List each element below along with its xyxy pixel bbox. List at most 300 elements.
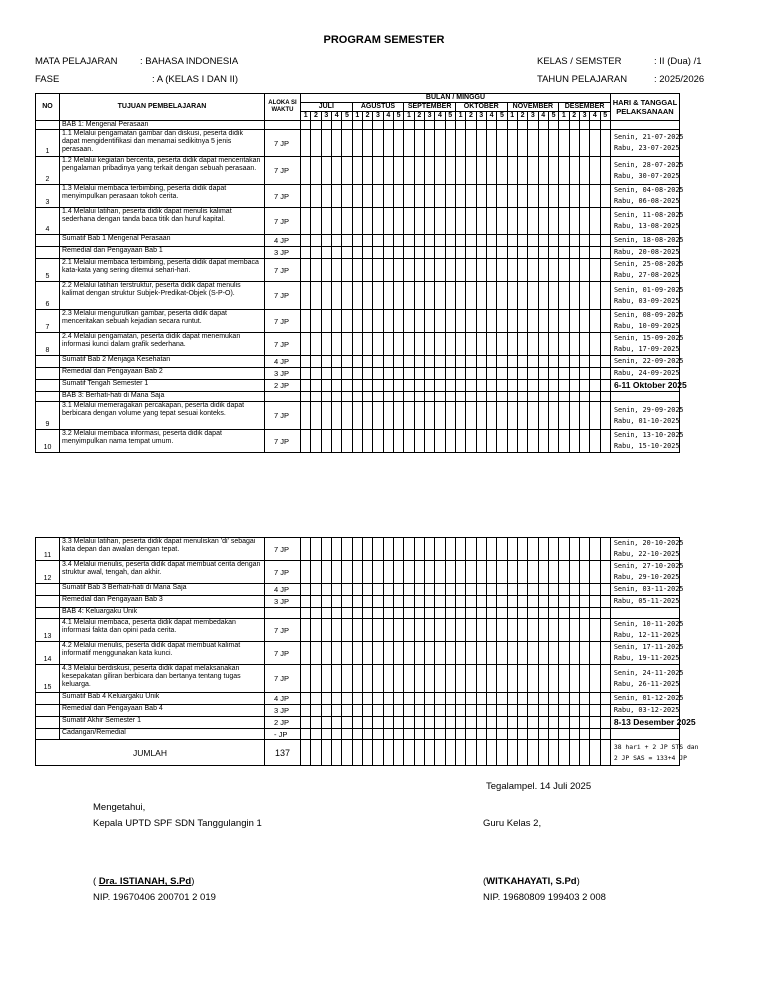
week-cell (342, 356, 352, 368)
week-cell (321, 705, 331, 717)
week-cell (383, 608, 393, 619)
week-cell (569, 121, 579, 130)
row-tujuan: 1.1 Melalui pengamatan gambar dan diskusi, peserta didik dapat mengidentifikasi dan menamai sedikitnya 5 jenis perasaan. (60, 130, 265, 157)
row-tujuan: 1.2 Melalui kegiatan bercerita, peserta didik dapat menceritakan pengalaman pribadinya yang terkait dengan sebuah perasaan. (60, 157, 265, 185)
week-cell (600, 717, 610, 729)
week-cell (414, 310, 424, 333)
week-cell (404, 235, 414, 247)
week-cell (342, 235, 352, 247)
week-cell (497, 596, 507, 608)
week-cell (404, 310, 414, 333)
week-cell (393, 402, 403, 430)
week-cell (342, 538, 352, 561)
week-cell (538, 185, 548, 208)
week-cell (301, 259, 311, 282)
row-alokasi: 3 JP (265, 368, 301, 380)
week-cell (486, 130, 496, 157)
week-cell (486, 402, 496, 430)
week-cell (393, 130, 403, 157)
week-cell (455, 310, 465, 333)
week-cell (301, 740, 311, 766)
week-cell (352, 584, 362, 596)
week-cell (331, 208, 341, 235)
week-cell (414, 356, 424, 368)
week-cell (600, 584, 610, 596)
week-cell (559, 121, 569, 130)
week-cell (414, 717, 424, 729)
row-tujuan: 4.2 Melalui menulis, peserta didik dapat membuat kalimat informatif menggunakan kata kunci. (60, 642, 265, 665)
week-cell (538, 130, 548, 157)
week-cell (528, 208, 538, 235)
week-cell (321, 333, 331, 356)
row-alokasi: 4 JP (265, 584, 301, 596)
week-cell (466, 608, 476, 619)
table-row (36, 259, 680, 282)
week-cell (600, 130, 610, 157)
week-cell (383, 121, 393, 130)
week-cell (301, 608, 311, 619)
row-dates (610, 130, 684, 157)
week-cell (383, 130, 393, 157)
table-row (36, 608, 680, 619)
row-dates (610, 282, 684, 310)
row-date: Senin, 21-07-2025 (613, 133, 684, 141)
week-cell (466, 392, 476, 402)
week-cell (331, 584, 341, 596)
week-cell (424, 584, 434, 596)
week-cell (466, 665, 476, 693)
week-cell (301, 235, 311, 247)
week-cell (301, 392, 311, 402)
week-cell (445, 185, 455, 208)
week-cell (579, 619, 589, 642)
week-cell (362, 259, 372, 282)
week-cell (517, 619, 527, 642)
row-tujuan: 2.2 Melalui latihan terstruktur, peserta didik dapat menulis kalimat dengan struktur Subjek-Predikat-Objek (S-P-O). (60, 282, 265, 310)
week-cell (342, 693, 352, 705)
week-cell (476, 235, 486, 247)
week-cell (476, 185, 486, 208)
week-cell (559, 729, 569, 740)
row-date: Senin, 11-08-2025 (613, 211, 684, 219)
week-cell (393, 333, 403, 356)
week-header: 5 (393, 112, 403, 121)
week-cell (590, 157, 600, 185)
week-cell (424, 740, 434, 766)
week-cell (486, 121, 496, 130)
week-cell (301, 619, 311, 642)
row-dates (610, 561, 684, 584)
week-cell (445, 368, 455, 380)
week-cell (507, 538, 517, 561)
week-cell (373, 538, 383, 561)
week-cell (476, 705, 486, 717)
table-row (36, 430, 680, 453)
week-cell (445, 310, 455, 333)
week-cell (424, 333, 434, 356)
row-dates (610, 157, 684, 185)
week-cell (590, 693, 600, 705)
week-cell (455, 185, 465, 208)
row-date: 8-13 Desember 2025 (613, 717, 696, 727)
row-dates (610, 356, 684, 368)
week-cell (404, 538, 414, 561)
week-cell (559, 333, 569, 356)
week-cell (497, 402, 507, 430)
week-cell (404, 157, 414, 185)
row-number (36, 608, 60, 619)
week-cell (600, 642, 610, 665)
week-cell (393, 247, 403, 259)
row-alokasi: 7 JP (265, 642, 301, 665)
week-cell (362, 130, 372, 157)
week-cell (559, 665, 569, 693)
week-cell (569, 208, 579, 235)
row-number (36, 235, 60, 247)
week-cell (507, 402, 517, 430)
week-cell (301, 717, 311, 729)
week-cell (352, 392, 362, 402)
week-cell (362, 208, 372, 235)
row-date: Rabu, 12-11-2025 (613, 631, 680, 639)
month-header: JULI (301, 103, 353, 112)
week-cell (373, 596, 383, 608)
week-cell (414, 130, 424, 157)
week-cell (373, 259, 383, 282)
row-date: Rabu, 30-07-2025 (613, 171, 680, 180)
week-cell (393, 596, 403, 608)
week-cell (331, 538, 341, 561)
row-alokasi: 7 JP (265, 333, 301, 356)
week-cell (435, 282, 445, 310)
week-cell (301, 208, 311, 235)
week-cell (383, 235, 393, 247)
week-cell (548, 642, 558, 665)
week-cell (424, 729, 434, 740)
week-cell (455, 740, 465, 766)
week-cell (466, 130, 476, 157)
week-cell (301, 642, 311, 665)
row-date: Rabu, 01-10-2025 (613, 416, 680, 425)
week-cell (579, 356, 589, 368)
week-cell (600, 561, 610, 584)
week-cell (590, 130, 600, 157)
week-cell (352, 717, 362, 729)
week-cell (486, 282, 496, 310)
week-cell (383, 333, 393, 356)
week-cell (424, 208, 434, 235)
row-date: Rabu, 06-08-2025 (613, 197, 680, 205)
week-cell (311, 740, 321, 766)
week-cell (559, 717, 569, 729)
week-cell (528, 430, 538, 453)
week-cell (569, 729, 579, 740)
week-cell (331, 596, 341, 608)
row-dates (610, 121, 679, 130)
week-cell (362, 235, 372, 247)
week-cell (435, 130, 445, 157)
week-cell (311, 157, 321, 185)
week-cell (517, 392, 527, 402)
week-cell (507, 185, 517, 208)
table-row (36, 235, 680, 247)
row-dates (610, 693, 684, 705)
row-tujuan: Sumatif Bab 1 Mengenal Perasaan (60, 235, 265, 247)
week-cell (569, 693, 579, 705)
week-cell (476, 333, 486, 356)
week-cell (435, 705, 445, 717)
week-cell (507, 392, 517, 402)
week-cell (579, 608, 589, 619)
week-cell (497, 333, 507, 356)
week-header: 3 (528, 112, 538, 121)
week-cell (528, 130, 538, 157)
week-cell (538, 259, 548, 282)
week-cell (579, 310, 589, 333)
row-tujuan: BAB 3: Berhati-hati di Mana Saja (60, 392, 265, 402)
week-cell (559, 402, 569, 430)
week-cell (538, 608, 548, 619)
week-cell (455, 392, 465, 402)
week-cell (590, 665, 600, 693)
week-cell (435, 208, 445, 235)
row-date: Senin, 13-10-2025 (613, 431, 684, 439)
week-cell (404, 693, 414, 705)
week-cell (383, 208, 393, 235)
row-tujuan: 1.4 Melalui latihan, peserta didik dapat menulis kalimat sederhana dengan tanda baca titik dan huruf kapital. (60, 208, 265, 235)
week-cell (600, 430, 610, 453)
week-cell (373, 380, 383, 392)
total-row (36, 740, 680, 766)
week-cell (362, 729, 372, 740)
week-cell (445, 121, 455, 130)
week-cell (352, 247, 362, 259)
week-cell (579, 729, 589, 740)
week-cell (342, 392, 352, 402)
week-cell (331, 157, 341, 185)
week-cell (548, 121, 558, 130)
row-tujuan: Sumatif Bab 3 Berhati-hati di Mana Saja (60, 584, 265, 596)
week-cell (590, 208, 600, 235)
week-cell (476, 392, 486, 402)
week-cell (517, 247, 527, 259)
week-cell (466, 729, 476, 740)
week-cell (476, 619, 486, 642)
week-cell (321, 310, 331, 333)
week-cell (424, 310, 434, 333)
week-cell (445, 380, 455, 392)
week-cell (393, 717, 403, 729)
week-cell (342, 259, 352, 282)
week-cell (311, 665, 321, 693)
row-number (36, 392, 60, 402)
week-cell (445, 235, 455, 247)
week-cell (301, 368, 311, 380)
week-cell (538, 157, 548, 185)
week-cell (393, 368, 403, 380)
row-tujuan: Sumatif Bab 2 Menjaga Kesehatan (60, 356, 265, 368)
week-cell (538, 584, 548, 596)
week-cell (342, 121, 352, 130)
week-cell (517, 259, 527, 282)
col-bulan-header: BULAN / MINGGU (301, 94, 611, 103)
week-header: 2 (517, 112, 527, 121)
week-cell (600, 729, 610, 740)
week-cell (497, 538, 507, 561)
week-cell (383, 693, 393, 705)
table-row (36, 185, 680, 208)
week-cell (393, 430, 403, 453)
week-cell (362, 380, 372, 392)
week-cell (538, 693, 548, 705)
week-cell (579, 380, 589, 392)
week-cell (507, 430, 517, 453)
week-cell (579, 740, 589, 766)
week-cell (538, 235, 548, 247)
row-alokasi: 7 JP (265, 130, 301, 157)
week-cell (466, 596, 476, 608)
week-cell (445, 561, 455, 584)
week-cell (548, 368, 558, 380)
week-cell (455, 402, 465, 430)
week-cell (342, 608, 352, 619)
week-cell (331, 693, 341, 705)
row-tujuan: Remedial dan Pengayaan Bab 4 (60, 705, 265, 717)
week-cell (301, 121, 311, 130)
week-cell (507, 208, 517, 235)
week-cell (445, 693, 455, 705)
week-cell (497, 235, 507, 247)
week-cell (569, 608, 579, 619)
week-cell (538, 208, 548, 235)
week-cell (362, 596, 372, 608)
week-header: 4 (486, 112, 496, 121)
week-cell (455, 282, 465, 310)
week-cell (342, 208, 352, 235)
week-cell (321, 729, 331, 740)
week-cell (590, 538, 600, 561)
week-cell (331, 282, 341, 310)
week-cell (507, 693, 517, 705)
week-cell (342, 247, 352, 259)
week-cell (404, 333, 414, 356)
week-cell (476, 596, 486, 608)
week-cell (497, 561, 507, 584)
week-cell (507, 121, 517, 130)
week-cell (435, 538, 445, 561)
week-cell (507, 705, 517, 717)
week-cell (352, 705, 362, 717)
week-cell (507, 310, 517, 333)
week-cell (548, 619, 558, 642)
week-cell (445, 538, 455, 561)
week-cell (528, 642, 538, 665)
week-cell (569, 705, 579, 717)
week-cell (528, 561, 538, 584)
row-number: 6 (36, 282, 60, 310)
week-cell (414, 705, 424, 717)
week-cell (445, 333, 455, 356)
week-cell (548, 740, 558, 766)
week-cell (331, 717, 341, 729)
week-cell (445, 356, 455, 368)
row-tujuan: 4.3 Melalui berdiskusi, peserta didik dapat melaksanakan kesepakatan giliran berbicara dan bertanya tentang tugas keluarga. (60, 665, 265, 693)
row-dates (610, 608, 679, 619)
week-cell (321, 619, 331, 642)
week-cell (466, 717, 476, 729)
week-cell (559, 356, 569, 368)
week-cell (507, 596, 517, 608)
week-cell (373, 282, 383, 310)
week-cell (435, 259, 445, 282)
week-cell (486, 608, 496, 619)
week-cell (393, 584, 403, 596)
week-cell (548, 430, 558, 453)
row-number (36, 584, 60, 596)
row-date: Senin, 01-12-2025 (613, 694, 684, 702)
week-cell (497, 392, 507, 402)
row-number: 8 (36, 333, 60, 356)
row-alokasi: 7 JP (265, 665, 301, 693)
week-cell (352, 157, 362, 185)
week-cell (476, 561, 486, 584)
row-date: Rabu, 20-08-2025 (613, 248, 680, 256)
week-cell (497, 705, 507, 717)
week-cell (600, 235, 610, 247)
guru-paren-close: ) (576, 876, 580, 887)
week-header: 1 (404, 112, 414, 121)
week-cell (373, 584, 383, 596)
week-cell (373, 121, 383, 130)
week-cell (590, 310, 600, 333)
week-cell (528, 157, 538, 185)
week-cell (301, 596, 311, 608)
week-cell (476, 208, 486, 235)
week-cell (435, 430, 445, 453)
week-cell (424, 619, 434, 642)
row-number: 14 (36, 642, 60, 665)
week-cell (497, 247, 507, 259)
week-cell (579, 392, 589, 402)
week-cell (455, 608, 465, 619)
week-cell (424, 561, 434, 584)
week-cell (569, 235, 579, 247)
week-header: 5 (445, 112, 455, 121)
week-header: 3 (476, 112, 486, 121)
week-cell (301, 402, 311, 430)
week-cell (507, 584, 517, 596)
week-cell (497, 130, 507, 157)
week-cell (321, 538, 331, 561)
week-cell (321, 368, 331, 380)
week-cell (455, 619, 465, 642)
row-date: Rabu, 03-09-2025 (613, 296, 680, 305)
week-cell (559, 259, 569, 282)
week-cell (548, 247, 558, 259)
week-cell (517, 561, 527, 584)
week-cell (404, 356, 414, 368)
week-cell (311, 392, 321, 402)
week-header: 1 (507, 112, 517, 121)
week-cell (352, 282, 362, 310)
week-cell (414, 693, 424, 705)
week-cell (476, 430, 486, 453)
week-cell (559, 130, 569, 157)
week-cell (559, 157, 569, 185)
week-cell (600, 368, 610, 380)
table-row (36, 380, 680, 392)
week-cell (331, 430, 341, 453)
